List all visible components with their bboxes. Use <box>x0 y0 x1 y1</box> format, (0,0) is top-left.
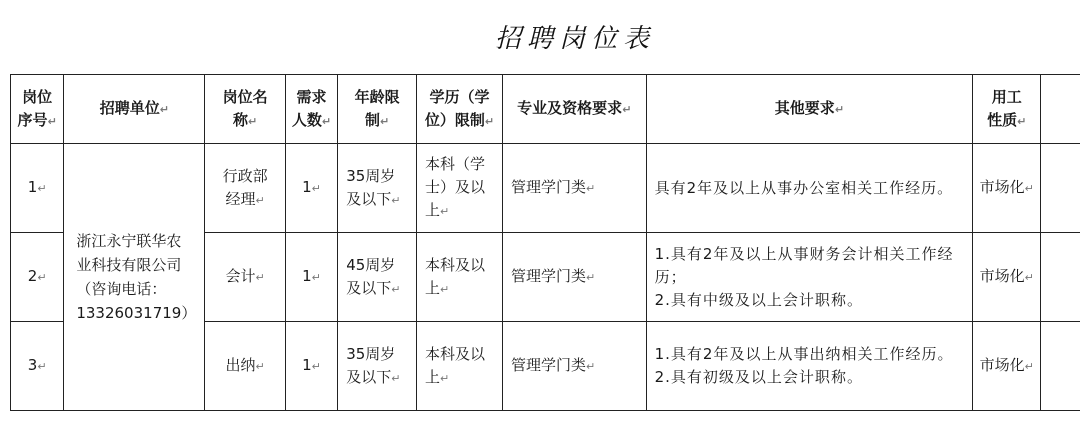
cell-edu: 本科及以上↵ <box>417 233 503 322</box>
seq-value: 2 <box>27 267 38 285</box>
cell-position: 行政部经理↵ <box>205 144 286 233</box>
page-title: 招聘岗位表 <box>494 24 655 54</box>
seq-value: 3 <box>27 356 38 374</box>
position-value: 出纳 <box>225 356 256 374</box>
other-line: 1.具有2年及以上从事财务会计相关工作经历； <box>654 244 954 286</box>
seq-value: 1 <box>27 178 38 196</box>
other-line: 2.具有初级及以上会计职称。 <box>654 368 863 386</box>
employ-value: 市场化 <box>979 178 1025 196</box>
cell-edu: 本科及以上↵ <box>417 322 503 411</box>
cell-seq: 3↵ <box>11 322 64 411</box>
major-value: 管理学门类 <box>510 267 586 285</box>
header-position: 岗位名 称↵ <box>205 75 286 144</box>
cell-age: 35周岁及以下↵ <box>338 144 417 233</box>
cell-extra <box>1041 144 1080 233</box>
header-unit: 招聘单位↵ <box>64 75 205 144</box>
header-count: 需求 人数↵ <box>285 75 337 144</box>
cell-count: 1↵ <box>285 233 337 322</box>
cell-employ: 市场化↵ <box>973 322 1041 411</box>
cell-seq: 1↵ <box>11 144 64 233</box>
count-value: 1 <box>302 356 312 374</box>
cell-employ: 市场化↵ <box>973 233 1041 322</box>
table-row <box>11 144 1080 233</box>
header-other-label: 其他要求 <box>774 99 835 117</box>
count-value: 1 <box>302 267 312 285</box>
header-row <box>11 75 1080 144</box>
cell-extra <box>1041 233 1080 322</box>
cell-unit <box>64 144 205 411</box>
other-line: 具有2年及以上从事办公室相关工作经历。 <box>654 178 954 197</box>
header-age-label: 年龄限 制 <box>354 87 400 129</box>
cell-age: 45周岁及以下↵ <box>338 233 417 322</box>
header-major-label: 专业及资格要求 <box>517 99 623 117</box>
header-major: 专业及资格要求↵ <box>502 75 646 144</box>
cell-other <box>646 233 973 322</box>
cell-age: 35周岁及以下↵ <box>338 322 417 411</box>
header-unit-label: 招聘单位 <box>99 99 160 117</box>
recruitment-table <box>10 74 1080 411</box>
header-seq: 岗位 序号↵ <box>11 75 64 144</box>
unit-name: 浙江永宁联华农业科技有限公司（咨询电话：13326031719） <box>76 232 197 322</box>
cell-other <box>646 144 973 233</box>
header-other: 其他要求↵ <box>646 75 973 144</box>
cell-major: 管理学门类↵ <box>502 144 646 233</box>
major-value: 管理学门类 <box>510 178 586 196</box>
age-value: 35周岁及以下 <box>346 344 396 386</box>
edu-value: 本科及以上 <box>425 255 486 297</box>
position-value: 行政部经理 <box>222 166 268 208</box>
cell-employ: 市场化↵ <box>973 144 1041 233</box>
age-value: 35周岁及以下 <box>346 166 396 208</box>
position-value: 会计 <box>225 267 256 285</box>
header-employ-label: 用工 性质 <box>987 87 1022 129</box>
header-position-label: 岗位名 称 <box>222 87 268 129</box>
edu-value: 本科（学士）及以上 <box>425 155 486 219</box>
header-employ: 用工 性质↵ <box>973 75 1041 144</box>
cell-position: 会计↵ <box>205 233 286 322</box>
header-extra <box>1041 75 1080 144</box>
header-edu-label: 学历（学 位）限制 <box>424 87 490 129</box>
cell-extra <box>1041 322 1080 411</box>
cell-other <box>646 322 973 411</box>
cell-major: 管理学门类↵ <box>502 322 646 411</box>
employ-value: 市场化 <box>979 356 1025 374</box>
other-line: 1.具有2年及以上从事出纳相关工作经历。 <box>654 345 954 363</box>
header-edu: 学历（学 位）限制↵ <box>417 75 503 144</box>
header-count-label: 需求 人数 <box>291 87 327 129</box>
cell-edu: 本科（学士）及以上↵ <box>417 144 503 233</box>
header-age: 年龄限 制↵ <box>338 75 417 144</box>
other-line: 2.具有中级及以上会计职称。 <box>654 290 863 309</box>
edu-value: 本科及以上 <box>425 344 486 386</box>
major-value: 管理学门类 <box>510 356 586 374</box>
header-seq-label: 岗位 序号 <box>17 87 53 129</box>
cell-position: 出纳↵ <box>205 322 286 411</box>
cell-seq: 2↵ <box>11 233 64 322</box>
employ-value: 市场化 <box>979 267 1025 285</box>
age-value: 45周岁及以下 <box>346 255 396 297</box>
count-value: 1 <box>302 178 312 196</box>
cell-count: 1↵ <box>285 322 337 411</box>
cell-major: 管理学门类↵ <box>502 233 646 322</box>
cell-count: 1↵ <box>285 144 337 233</box>
